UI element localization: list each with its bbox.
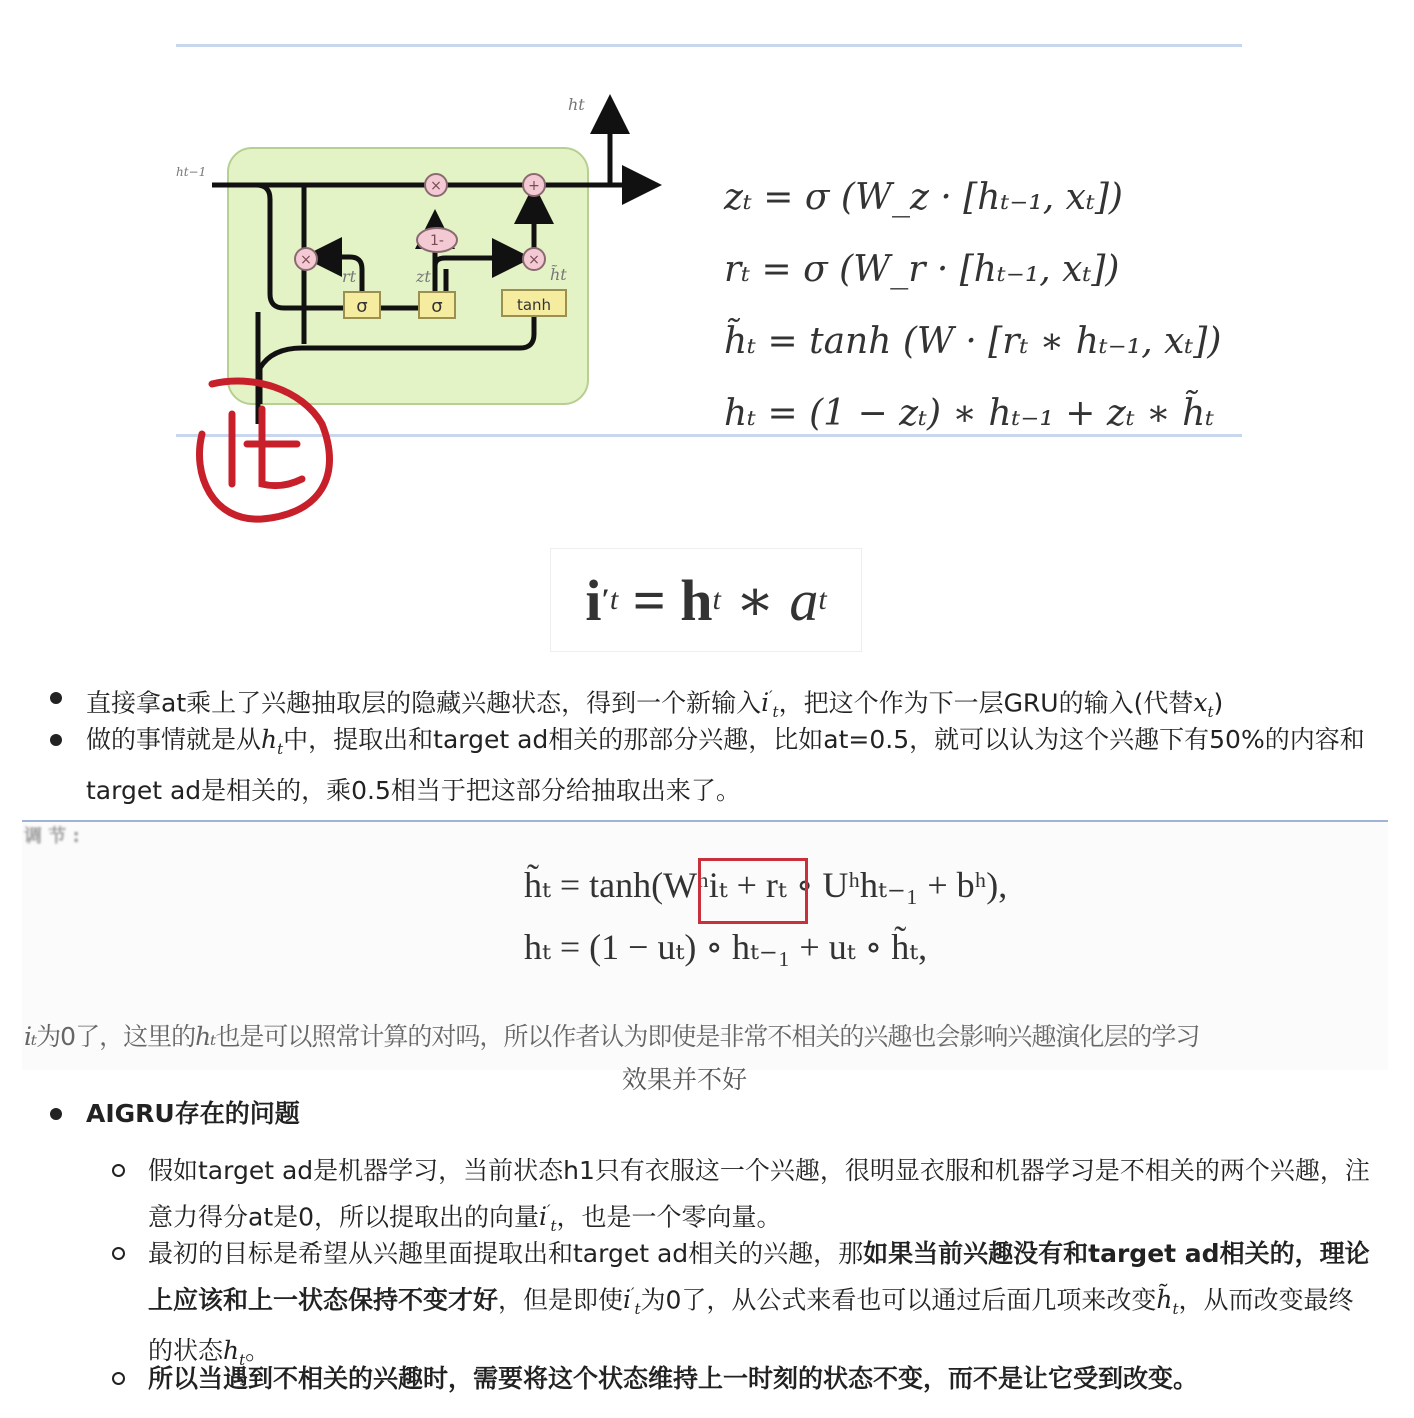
sub-list-item: 假如target ad是机器学习，当前状态h1只有衣服这一个兴趣，很明显衣服和机器学习是不相关的两个兴趣，注意力得分at是0，所以提取出的向量$i'_t$，也是一个零向量。: [148, 1150, 1374, 1247]
svg-text:rt: rt: [342, 267, 357, 286]
svg-text:zt: zt: [416, 267, 431, 286]
svg-text:+: +: [528, 178, 540, 194]
svg-text:σ: σ: [431, 296, 443, 317]
list-item: 做的事情就是从$h_t$中，提取出和target ad相关的那部分兴趣，比如at=0.5，就可以认为这个兴趣下有50%的内容和target ad是相关的，乘0.5相当于把这部分给抽取出来了。: [86, 719, 1374, 811]
svg-text:h̃t: h̃t: [550, 265, 567, 284]
list-item: 直接拿at乘上了兴趣抽取层的隐藏兴趣状态，得到一个新输入$i'_t$，把这个作为下一层GRU的输入(代替$x_t$): [86, 677, 1374, 733]
bullet-icon: [50, 1108, 62, 1120]
svg-text:×: ×: [300, 252, 312, 268]
circle-bullet-icon: [112, 1164, 125, 1177]
bullet-icon: [50, 692, 62, 704]
sub-list-item: 所以当遇到不相关的兴趣时，需要将这个状态维持上一时刻的状态不变，而不是让它受到改变。: [148, 1358, 1374, 1399]
svg-text:σ: σ: [356, 296, 368, 317]
equation-r: rₜ = σ (W_r · [hₜ₋₁, xₜ]): [724, 249, 1120, 290]
equation-h: hₜ = (1 − uₜ) ∘ hₜ₋₁ + uₜ ∘ h̃ₜ,: [524, 927, 928, 967]
svg-text:×: ×: [430, 178, 442, 194]
circle-bullet-icon: [112, 1372, 125, 1385]
divider: [22, 820, 1388, 822]
bullet-icon: [50, 734, 62, 746]
gru-figure: [172, 44, 1242, 526]
equation-h-tilde: h̃ₜ = tanh (W · [rₜ ∗ hₜ₋₁, xₜ]): [724, 321, 1222, 362]
gru-equations: [724, 162, 1221, 450]
highlight-box: [698, 858, 808, 924]
equation-h: hₜ = (1 − zₜ) ∗ hₜ₋₁ + zₜ ∗ h̃ₜ: [724, 393, 1215, 434]
svg-text:tanh: tanh: [516, 296, 552, 314]
svg-text:ht: ht: [568, 95, 585, 114]
gru-cell-diagram: [172, 44, 732, 526]
figure-caption: iₜ为0了，这里的hₜ也是可以照常计算的对吗，所以作者认为即使是非常不相关的兴趣也会影响兴趣演化层的学习: [24, 1022, 1200, 1051]
equation-h-tilde: h̃ₜ = tanh(Wʰiₜ + rₜ ∘ Uʰhₜ₋₁ + bʰ),: [524, 865, 1008, 905]
svg-text:ht−1: ht−1: [176, 165, 207, 179]
circle-bullet-icon: [112, 1247, 125, 1260]
equation-z: zₜ = σ (W_z · [hₜ₋₁, xₜ]): [724, 177, 1123, 218]
sub-list-item: 最初的目标是希望从兴趣里面提取出和target ad相关的兴趣，那如果当前兴趣没有和target ad相关的，理论上应该和上一状态保持不变才好，但是即使$i'_t$为0了，从公式来看也可以通过后面几项来改变$h̃_t$，从而改变最终的状态$h_t$。: [148, 1233, 1374, 1381]
attention-input-equation: i ′ t = h t ∗ a t: [550, 548, 862, 652]
svg-text:1-: 1-: [430, 233, 444, 249]
aigru-equation-figure: 调 节 : h̃ₜ = tanh(Wʰiₜ + rₜ ∘ Uʰhₜ₋₁ + bʰ), hₜ = (1 − uₜ) ∘ hₜ₋₁ + uₜ ∘ h̃ₜ, iₜ为0了，这里的hₜ也是可以照常计算的对吗，所以作者认为即使是非常不相关的兴趣也会影响兴趣演化层的学习 效果并不好: [22, 820, 1388, 1070]
list-item: [86, 1093, 1374, 1134]
section-title: AIGRU存在的问题: [86, 1099, 300, 1128]
svg-text:×: ×: [528, 252, 540, 268]
